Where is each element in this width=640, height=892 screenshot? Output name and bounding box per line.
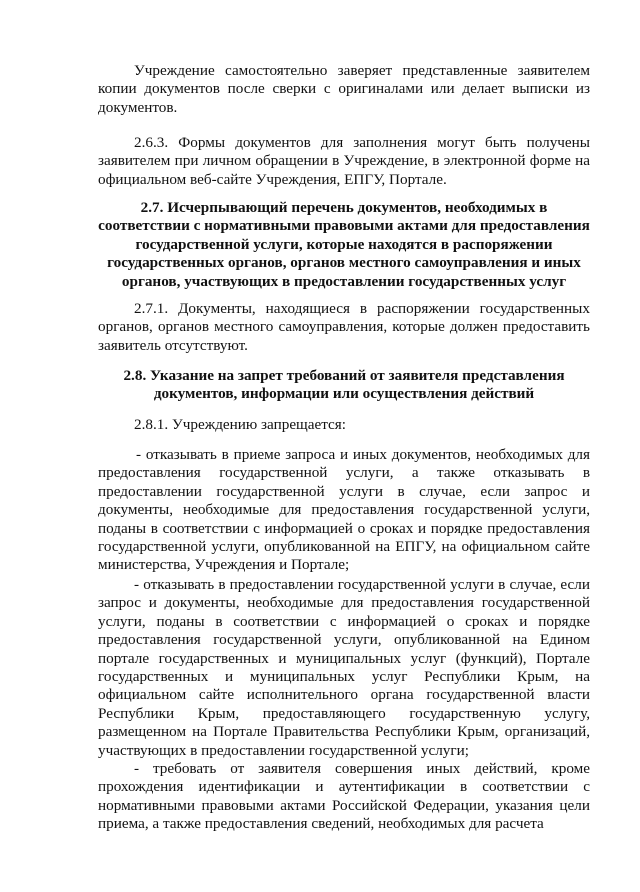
paragraph-2-6-3: 2.6.3. Формы документов для заполнения могут быть получены заявителем при личном обращении в Учреждение, в электронной форме на официальном веб-сайте Учреждения, ЕПГУ, Портале. <box>98 134 590 188</box>
list-item-require-actions: - требовать от заявителя совершения иных действий, кроме прохождения идентификации и аутентификации в соответствии с нормативными правовыми актами Российской Федерации, указания цели приема, а также предоставления сведений, необходимых для расчета <box>98 760 590 833</box>
paragraph-certification: Учреждение самостоятельно заверяет представленные заявителем копии документов после сверки с оригиналами или делает выписки из документов. <box>98 62 590 116</box>
heading-2-8: 2.8. Указание на запрет требований от заявителя представления документов, информации или осуществления действий <box>123 367 565 403</box>
list-item-refuse-acceptance: - отказывать в приеме запроса и иных документов, необходимых для предоставления государственной услуги, а также отказывать в предоставлении государственной услуги в случае, если запрос и документы, необходимые для предоставления государственной услуги, поданы в соответствии с информацией о сроках и порядке предоставления государственной услуги, опубликованной на ЕПГУ, на официальном сайте министерства, Учреждения и Портале; <box>98 446 590 574</box>
paragraph-2-8-1: 2.8.1. Учреждению запрещается: <box>134 416 347 433</box>
list-item-refuse-provision: - отказывать в предоставлении государственной услуги в случае, если запрос и документы, необходимые для предоставления государственной услуги, поданы в соответствии с информацией о сроках и порядке предоставления государственной услуги, опубликованной на Едином портале государственных и муниципальных услуг (функций), Портале государственных и муниципальных услуг Республики Крым, на официальном сайте исполнительного органа государственной власти Республики Крым, предоставляющего государственную услугу, размещенном на Портале Правительства Республики Крым, организаций, участвующих в предоставлении государственной услуги; <box>98 576 590 759</box>
paragraph-2-7-1: 2.7.1. Документы, находящиеся в распоряжении государственных органов, органов местного самоуправления, которые должен предоставить заявитель отсутствуют. <box>98 300 590 354</box>
heading-2-7: 2.7. Исчерпывающий перечень документов, необходимых в соответствии с нормативными правовыми актами для предоставления государственной услуги, которые находятся в распоряжении государственных органов, органов местного самоуправления и иных органов, участвующих в предоставлении государственных услуг <box>98 199 590 290</box>
